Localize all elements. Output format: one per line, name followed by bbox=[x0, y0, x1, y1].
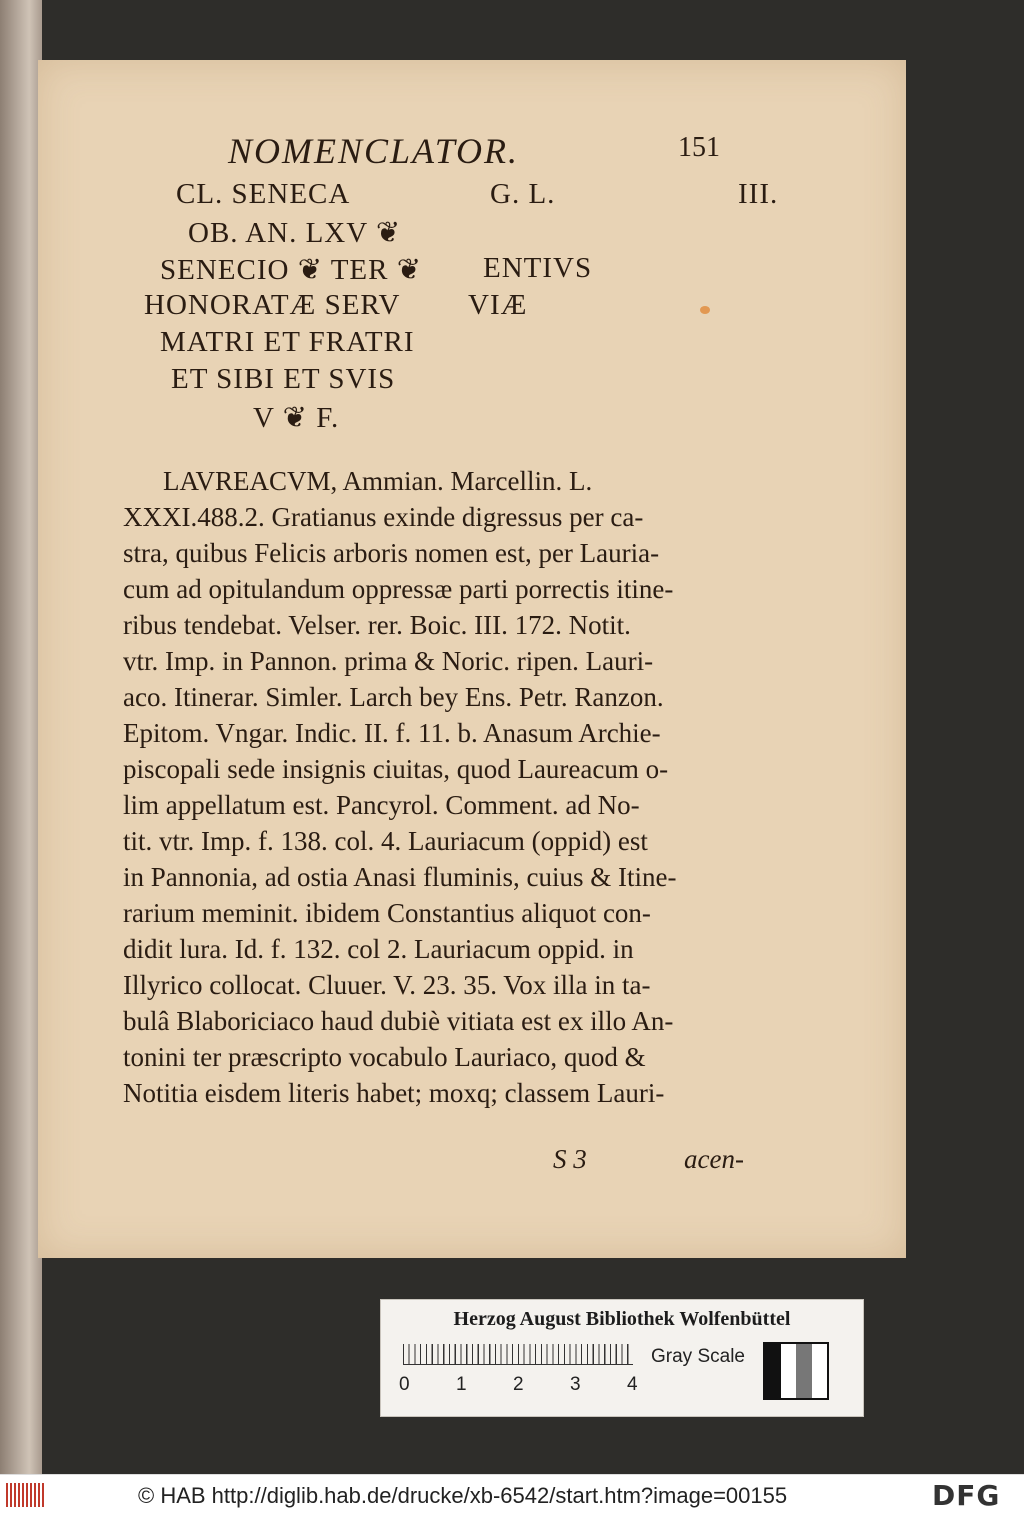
source-url[interactable]: © HAB http://diglib.hab.de/drucke/xb-6542/start.htm?image=00155 bbox=[138, 1483, 788, 1508]
color-scale-card bbox=[380, 1299, 864, 1417]
footer-bar bbox=[0, 1474, 1024, 1515]
ruler-number: 4 bbox=[627, 1374, 638, 1395]
running-header: NOMENCLATOR. bbox=[228, 131, 520, 171]
body-text-line: LAVREACVM, Ammian. Marcellin. L. bbox=[163, 466, 593, 496]
body-text-line: bulâ Blaboriciaco haud dubiè vitiata est ex illo An- bbox=[123, 1006, 674, 1036]
hab-barcode-icon bbox=[6, 1483, 46, 1507]
body-text-line: Illyrico collocat. Cluuer. V. 23. 35. Vox illa in ta- bbox=[123, 970, 651, 1000]
body-text-line: ribus tendebat. Velser. rer. Boic. III. 172. Notit. bbox=[123, 610, 631, 640]
inscription-line: G. L. bbox=[490, 178, 556, 210]
body-text-line: didit lura. Id. f. 132. col 2. Lauriacum oppid. in bbox=[123, 934, 634, 964]
signature-mark: S 3 bbox=[553, 1144, 587, 1174]
inscription-line: VIÆ bbox=[468, 289, 528, 321]
swatch-black bbox=[765, 1344, 781, 1398]
body-text-line: vtr. Imp. in Pannon. prima & Noric. ripen. Lauri- bbox=[123, 646, 654, 676]
swatch-white bbox=[812, 1344, 828, 1398]
inscription-line: MATRI ET FRATRI bbox=[160, 326, 415, 358]
body-text-line: stra, quibus Felicis arboris nomen est, per Lauria- bbox=[123, 538, 660, 568]
ruler-number: 2 bbox=[513, 1374, 524, 1395]
ruler-number: 1 bbox=[456, 1374, 467, 1395]
dfg-logo: DFG bbox=[932, 1479, 1001, 1512]
body-text-line: piscopali sede insignis ciuitas, quod Laureacum o- bbox=[123, 754, 669, 784]
body-text-line: aco. Itinerar. Simler. Larch bey Ens. Petr. Ranzon. bbox=[123, 682, 664, 712]
library-name: Herzog August Bibliothek Wolfenbüttel bbox=[453, 1308, 791, 1330]
gray-scale-swatches bbox=[763, 1342, 829, 1400]
inscription-line: V ❦ F. bbox=[253, 402, 340, 434]
inscription-line: HONORATÆ SERV bbox=[144, 289, 401, 321]
inscription-line: ET SIBI ET SVIS bbox=[171, 363, 396, 395]
body-text-line: tit. vtr. Imp. f. 138. col. 4. Lauriacum (oppid) est bbox=[123, 826, 648, 856]
gray-scale-label: Gray Scale bbox=[651, 1346, 745, 1367]
inscription-line: III. bbox=[738, 178, 779, 210]
body-text-line: tonini ter præscripto vocabulo Lauriaco, quod & bbox=[123, 1042, 646, 1072]
book-page bbox=[38, 60, 906, 1258]
page-stain bbox=[700, 306, 710, 314]
body-text-line: Epitom. Vngar. Indic. II. f. 11. b. Anasum Archie- bbox=[123, 718, 661, 748]
inscription-line: OB. AN. LXV ❦ bbox=[188, 217, 402, 249]
body-text-line: lim appellatum est. Pancyrol. Comment. ad No- bbox=[123, 790, 640, 820]
page-number: 151 bbox=[678, 132, 720, 163]
inscription-line: SENECIO ❦ TER ❦ bbox=[160, 254, 423, 286]
ruler-number: 3 bbox=[570, 1374, 581, 1395]
inscription-line: CL. SENECA bbox=[176, 178, 351, 210]
inscription-line: ENTIVS bbox=[483, 252, 593, 284]
body-text-line: in Pannonia, ad ostia Anasi fluminis, cuius & Itine- bbox=[123, 862, 677, 892]
body-text-line: cum ad opitulandum oppressæ parti porrectis itine- bbox=[123, 574, 674, 604]
swatch-white bbox=[781, 1344, 797, 1398]
facing-page-edge bbox=[0, 0, 42, 1474]
catchword: acen- bbox=[684, 1144, 744, 1174]
ruler-number: 0 bbox=[399, 1374, 410, 1395]
swatch-gray bbox=[796, 1344, 812, 1398]
body-text-line: XXXI.488.2. Gratianus exinde digressus per ca- bbox=[123, 502, 644, 532]
measurement-ruler bbox=[403, 1344, 633, 1365]
body-text-line: rarium meminit. ibidem Constantius aliquot con- bbox=[123, 898, 651, 928]
body-text-line: Notitia eisdem literis habet; moxq; classem Lauri- bbox=[123, 1078, 665, 1108]
